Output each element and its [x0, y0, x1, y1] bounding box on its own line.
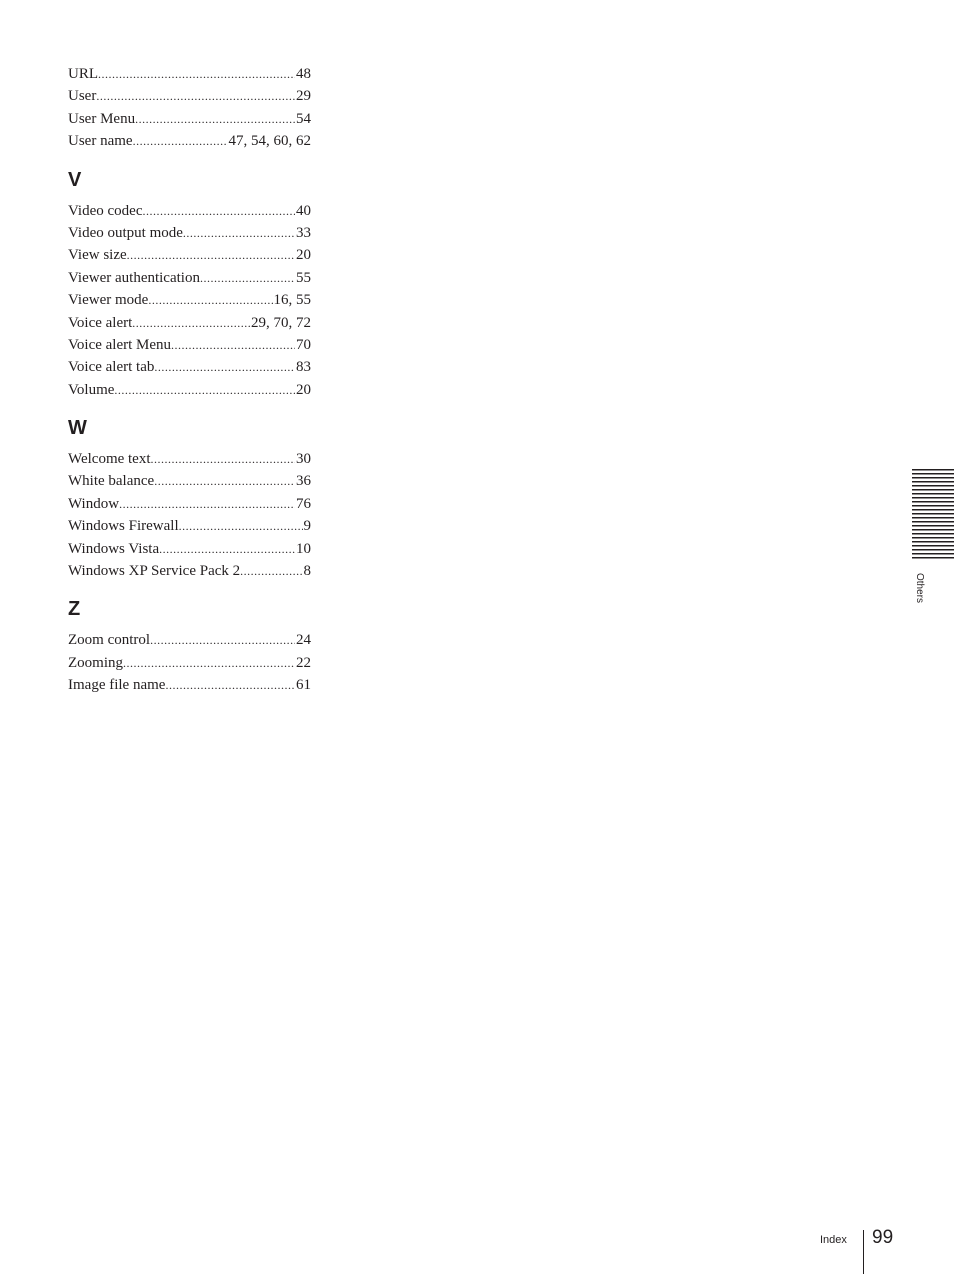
- index-letter-heading: W: [68, 417, 87, 440]
- dot-leader: [150, 629, 295, 651]
- dot-leader: [159, 538, 295, 560]
- index-entry: [68, 63, 311, 85]
- index-entry: [68, 85, 311, 107]
- index-entry: [68, 652, 311, 674]
- index-pages: 29: [296, 88, 311, 105]
- index-term: Voice alert Menu: [68, 336, 172, 353]
- section-thumb-tab: [912, 469, 954, 561]
- index-entry: [68, 267, 311, 289]
- dot-leader: [148, 289, 272, 311]
- index-pages: 8: [303, 563, 311, 580]
- dot-leader: [114, 379, 295, 401]
- index-entry: [68, 493, 311, 515]
- index-term: Voice alert tab: [68, 359, 155, 376]
- dot-leader: [119, 493, 295, 515]
- index-pages: 61: [296, 677, 311, 694]
- index-entry: [68, 356, 311, 378]
- index-term: Windows Vista: [68, 540, 160, 557]
- index-entry: [68, 515, 311, 537]
- index-term: Viewer mode: [68, 292, 149, 309]
- index-entry: [68, 470, 311, 492]
- index-group-z: [68, 599, 311, 696]
- index-pages: 76: [296, 495, 311, 512]
- dot-leader: [200, 267, 295, 289]
- index-term: Image file name: [68, 677, 166, 694]
- index-term: Video codec: [68, 202, 143, 219]
- dot-leader: [123, 652, 295, 674]
- index-entry: [68, 538, 311, 560]
- dot-leader: [151, 448, 295, 470]
- dot-leader: [142, 200, 295, 222]
- index-pages: 47, 54, 60, 62: [228, 133, 311, 150]
- index-term: Windows Firewall: [68, 518, 179, 535]
- index-term: Zooming: [68, 654, 123, 671]
- index-group-u: [68, 63, 311, 153]
- index-pages: 54: [296, 110, 311, 127]
- dot-leader: [96, 85, 295, 107]
- index-term: White balance: [68, 473, 155, 490]
- index-pages: 24: [296, 632, 311, 649]
- dot-leader: [165, 674, 295, 696]
- index-pages: 29, 70, 72: [251, 314, 311, 331]
- index-pages: 30: [296, 451, 311, 468]
- index-term: Windows XP Service Pack 2: [68, 563, 241, 580]
- index-pages: 16, 55: [273, 292, 311, 309]
- index-pages: 36: [296, 473, 311, 490]
- page-number: 99: [872, 1227, 894, 1248]
- index-term: Voice alert: [68, 314, 133, 331]
- dot-leader: [133, 130, 228, 152]
- index-pages: 33: [296, 224, 311, 241]
- index-term: Volume: [68, 381, 115, 398]
- index-entry: [68, 629, 311, 651]
- index-term: Viewer authentication: [68, 269, 200, 286]
- index-term: User: [68, 88, 97, 105]
- index-pages: 10: [296, 540, 311, 557]
- index-term: User Menu: [68, 110, 136, 127]
- index-pages: 83: [296, 359, 311, 376]
- index-group-v: [68, 170, 311, 402]
- index-entry: [68, 312, 311, 334]
- index-entry: [68, 108, 311, 130]
- index-term: View size: [68, 247, 127, 264]
- footer-divider: [863, 1230, 864, 1274]
- dot-leader: [154, 470, 295, 492]
- index-entry: [68, 244, 311, 266]
- footer-section-label: Index: [820, 1234, 847, 1246]
- index-entry: [68, 222, 311, 244]
- index-pages: 20: [296, 381, 311, 398]
- index-group-w: [68, 418, 311, 582]
- index-term: Zoom control: [68, 632, 151, 649]
- index-entry: [68, 289, 311, 311]
- index-pages: 40: [296, 202, 311, 219]
- index-term: URL: [68, 66, 98, 82]
- index-pages: 22: [296, 654, 311, 671]
- dot-leader: [179, 515, 303, 537]
- index-letter-heading: V: [68, 168, 82, 191]
- dot-leader: [135, 108, 295, 130]
- index-entry: [68, 560, 311, 582]
- dot-leader: [154, 356, 295, 378]
- index-pages: 20: [296, 247, 311, 264]
- index-entry: [68, 448, 311, 470]
- index-term: Video output mode: [68, 224, 183, 241]
- index-pages: 9: [303, 518, 311, 535]
- section-label: Others: [914, 573, 925, 604]
- index-pages: 48: [296, 66, 311, 82]
- index-term: User name: [68, 133, 133, 150]
- index-pages: 55: [296, 269, 311, 286]
- dot-leader: [98, 63, 295, 85]
- dot-leader: [240, 560, 302, 582]
- index-entry: [68, 674, 311, 696]
- index-entry: [68, 379, 311, 401]
- index-term: Welcome text: [68, 451, 151, 468]
- index-term: Window: [68, 495, 120, 512]
- index-column: [68, 63, 311, 697]
- dot-leader: [171, 334, 295, 356]
- index-entry: [68, 200, 311, 222]
- dot-leader: [132, 312, 250, 334]
- index-entry: [68, 130, 311, 152]
- dot-leader: [183, 222, 295, 244]
- dot-leader: [127, 244, 295, 266]
- index-letter-heading: Z: [68, 598, 81, 621]
- index-pages: 70: [296, 336, 311, 353]
- index-entry: [68, 334, 311, 356]
